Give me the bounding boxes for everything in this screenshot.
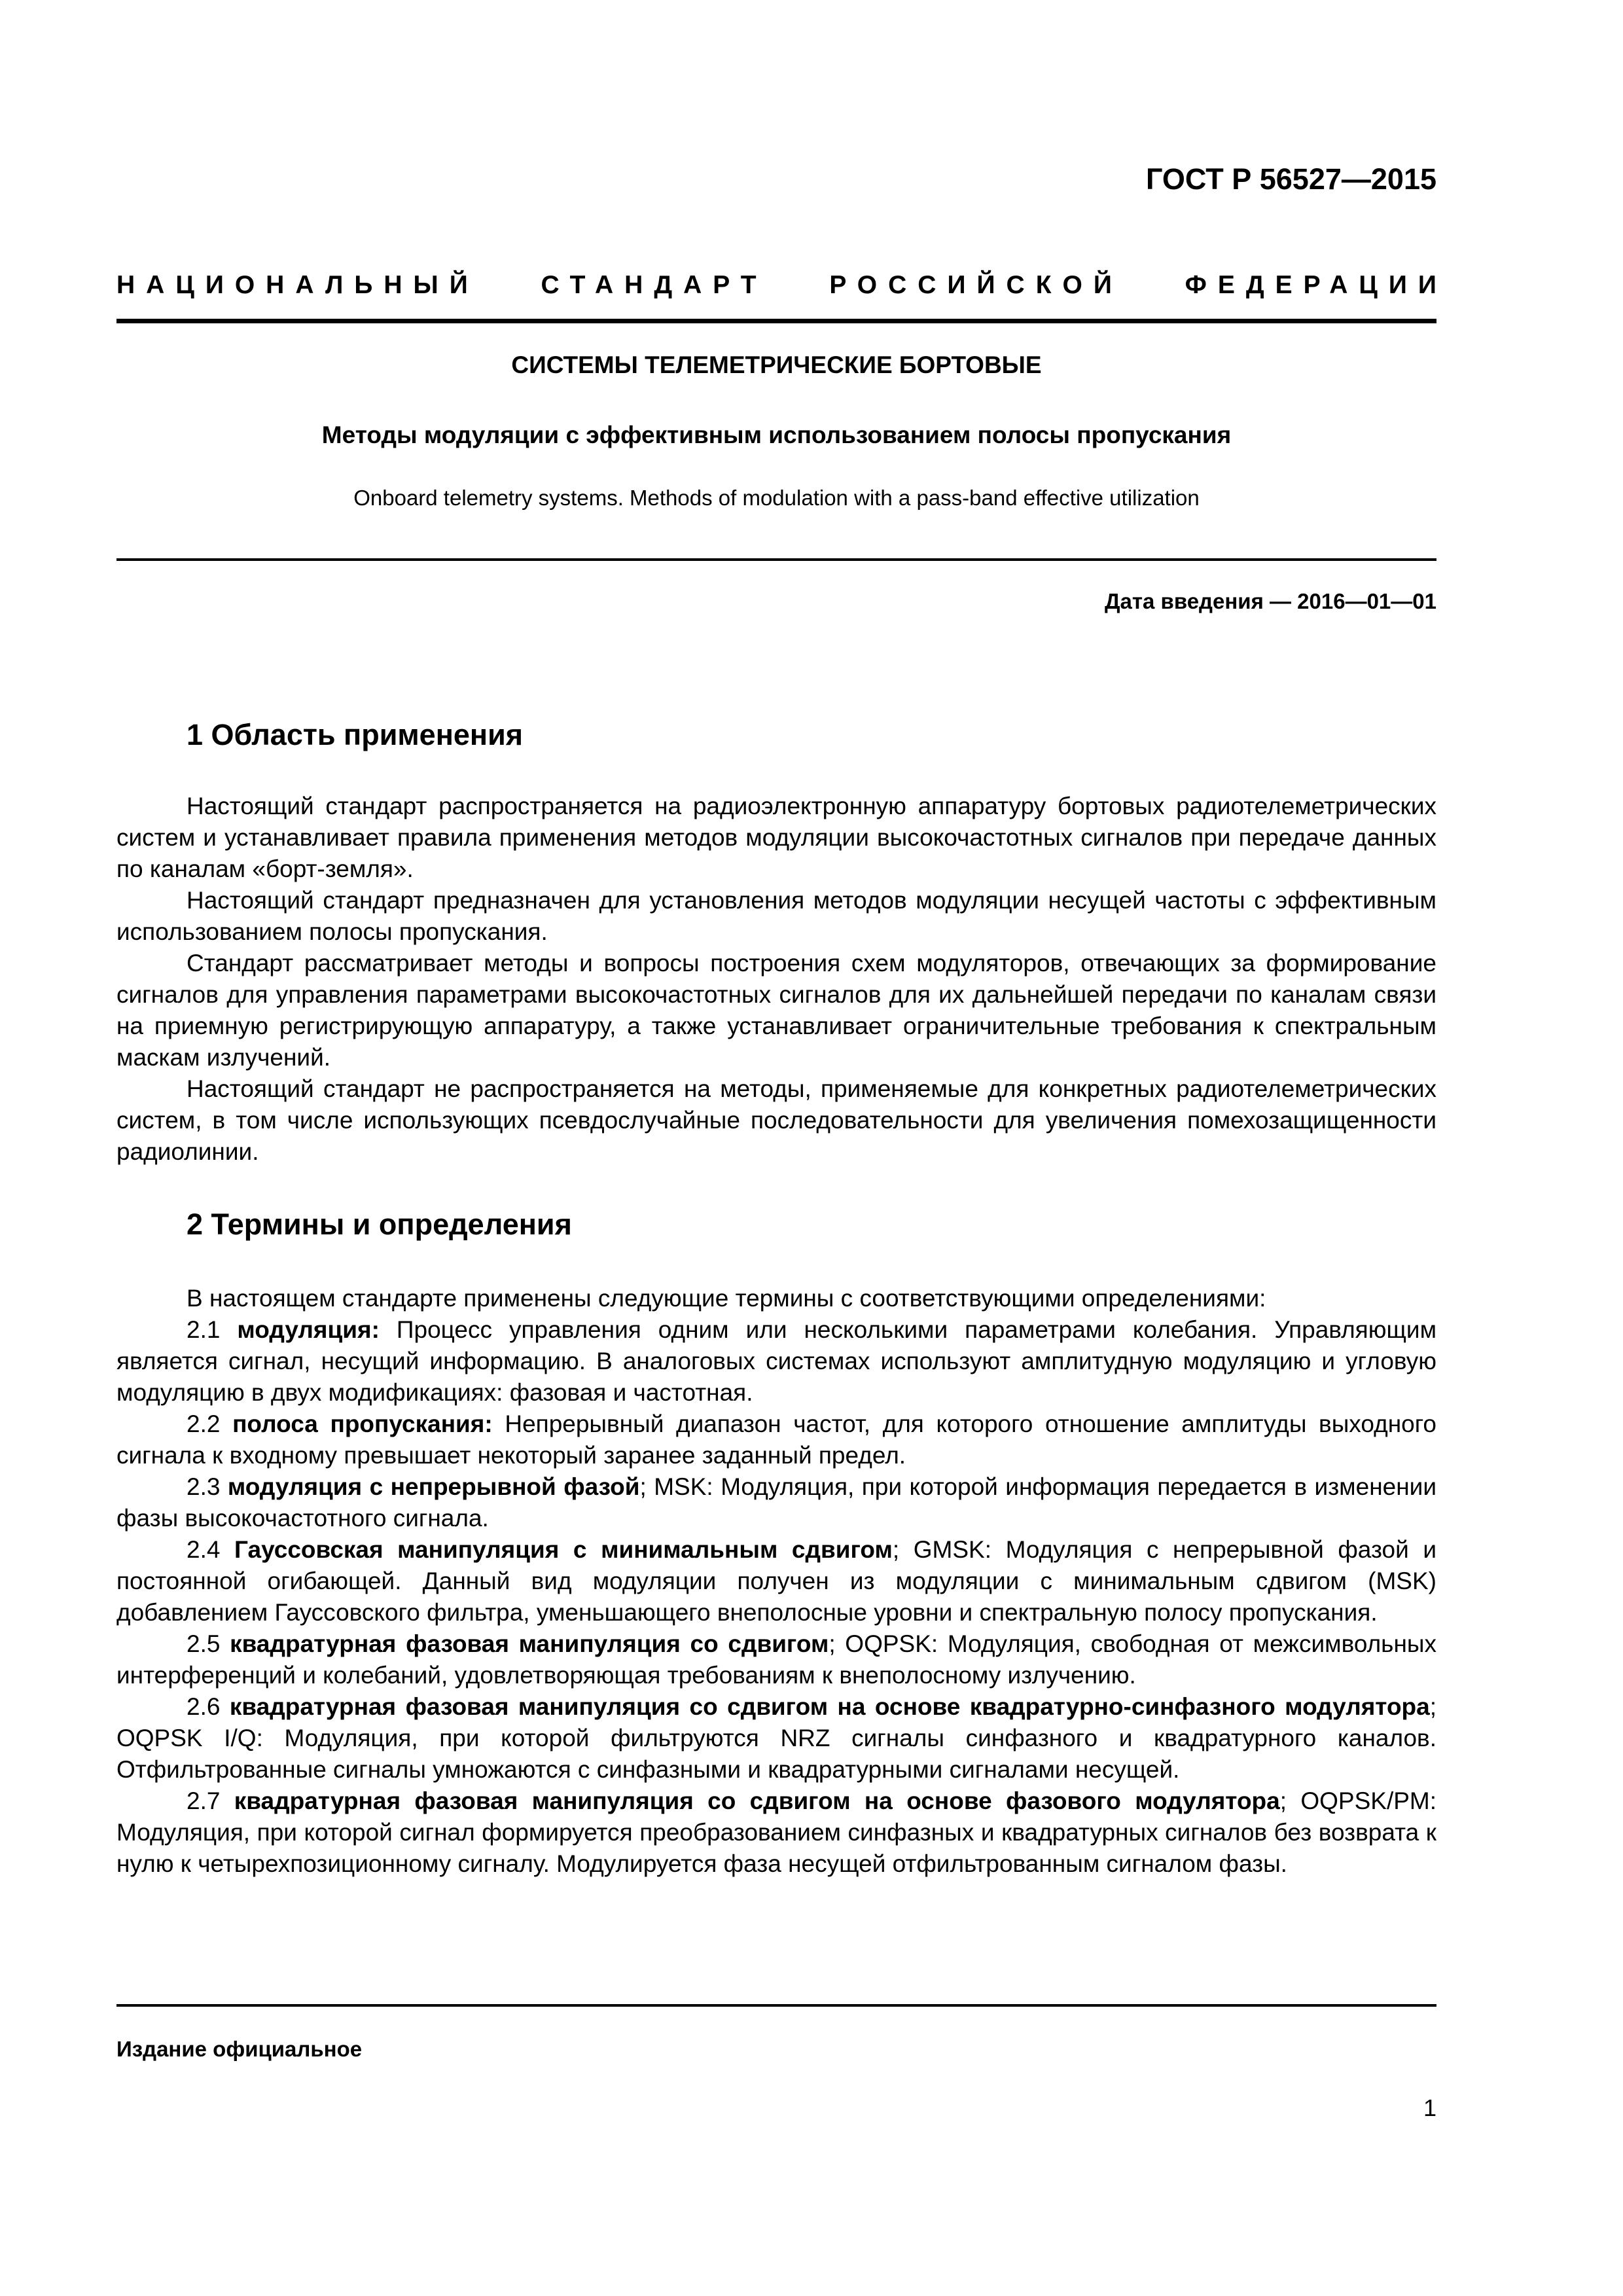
document-title: СИСТЕМЫ ТЕЛЕМЕТРИЧЕСКИЕ БОРТОВЫЕ: [511, 351, 1042, 378]
term-definition: 2.1 модуляция: Процесс управления одним или несколькими параметрами колебания. Управляющим является сигнал, несущий информацию. В аналоговых системах используют амплитудную модуляцию и угловую модуляцию в двух модификациях: фазовая и частотная.: [116, 1316, 1437, 1406]
term-definition: 2.7 квадратурная фазовая манипуляция со сдвигом на основе фазового модулятора; OQPSK/PM: Модуляция, при которой сигнал формируется преобразованием синфазных и квадратурных сигналов без возврата к нулю к четырехпозиционному сигналу. Модулируется фаза несущей отфильтрованным сигналом фазы.: [116, 1787, 1437, 1877]
section-2-body: [116, 1283, 1436, 1880]
paragraph: Настоящий стандарт распространяется на радиоэлектронную аппаратуру бортовых радиотелеметрических систем и устанавливает правила применения методов модуляции высокочастотных сигналов при передаче данных по каналам «борт-земля».: [116, 793, 1436, 882]
page-number: 1: [1423, 2094, 1436, 2121]
national-standard-line: [116, 267, 1448, 304]
document-subtitle: Методы модуляции с эффективным использованием полосы пропускания: [321, 422, 1232, 448]
title-divider: [116, 558, 1436, 561]
term: квадратурная фазовая манипуляция со сдвигом на основе фазового модулятора: [234, 1787, 1280, 1814]
national-standard-word: НАЦИОНАЛЬНЫЙ: [116, 271, 479, 299]
introduction-date: Дата введения — 2016—01—01: [1105, 589, 1436, 613]
term: модуляция:: [237, 1316, 380, 1343]
footer-divider: [116, 2004, 1436, 2007]
term-definition: 2.4 Гауссовская манипуляция с минимальным сдвигом; GMSK: Модуляция с непрерывной фазой и постоянной огибающей. Данный вид модуляции получен из модуляции с минимальным сдвигом (MSK) добавлением Гауссовского фильтра, уменьшающего внеполосные уровни и спектральную полосу пропускания.: [116, 1536, 1436, 1626]
paragraph: Настоящий стандарт не распространяется на методы, применяемые для конкретных радиотелеметрических систем, в том числе использующих псевдослучайные последовательности для увеличения помехозащищенности радиолинии.: [116, 1075, 1436, 1165]
term-definition: 2.2 полоса пропускания: Непрерывный диапазон частот, для которого отношение амплитуды выходного сигнала к входному превышает некоторый заранее заданный предел.: [116, 1410, 1437, 1469]
term: Гауссовская манипуляция с минимальным сдвигом: [234, 1536, 893, 1563]
term: модуляция с непрерывной фазой: [227, 1473, 640, 1500]
term: полоса пропускания:: [232, 1410, 493, 1437]
header-divider: [116, 319, 1436, 323]
paragraph: Стандарт рассматривает методы и вопросы построения схем модуляторов, отвечающих за формирование сигналов для управления параметрами высокочастотных сигналов для их дальнейшей передачи по каналам связи на приемную регистрирующую аппаратуру, а также устанавливает ограничительные требования к спектральным маскам излучений.: [116, 950, 1436, 1071]
paragraph: Настоящий стандарт предназначен для установления методов модуляции несущей частоты с эффективным использованием полосы пропускания.: [116, 887, 1436, 945]
national-standard-word: СТАНДАРТ: [541, 271, 768, 299]
term-definition: 2.3 модуляция с непрерывной фазой; MSK: Модуляция, при которой информация передается в изменении фазы высокочастотного сигнала.: [116, 1473, 1436, 1532]
document-code: ГОСТ Р 56527—2015: [1145, 162, 1436, 196]
section-1-body: [116, 791, 1436, 1168]
section-heading: 2 Термины и определения: [187, 1208, 572, 1241]
document-title-english: Onboard telemetry systems. Methods of modulation with a pass-band effective utilization: [353, 486, 1200, 510]
term-definition: 2.6 квадратурная фазовая манипуляция со сдвигом на основе квадратурно-синфазного модулятора; OQPSK I/Q: Модуляция, при которой фильтруются NRZ сигналы синфазного и квадратурного каналов. Отфильтрованные сигналы умножаются с синфазными и квадратурными сигналами несущей.: [116, 1693, 1436, 1783]
term: квадратурная фазовая манипуляция со сдвигом на основе квадратурно-синфазного модулятора: [229, 1693, 1430, 1720]
national-standard-word: РОССИЙСКОЙ: [829, 271, 1123, 299]
term: квадратурная фазовая манипуляция со сдвигом: [230, 1630, 829, 1657]
section-heading: 1 Область применения: [187, 718, 524, 751]
official-edition-label: Издание официальное: [116, 2037, 363, 2061]
term-definition: 2.5 квадратурная фазовая манипуляция со сдвигом; OQPSK: Модуляция, свободная от межсимвольных интерференций и колебаний, удовлетворяющая требованиям к внеполосному излучению.: [116, 1630, 1436, 1689]
paragraph: В настоящем стандарте применены следующие термины с соответствующими определениями:: [187, 1285, 1266, 1312]
national-standard-word: ФЕДЕРАЦИИ: [1185, 271, 1448, 299]
